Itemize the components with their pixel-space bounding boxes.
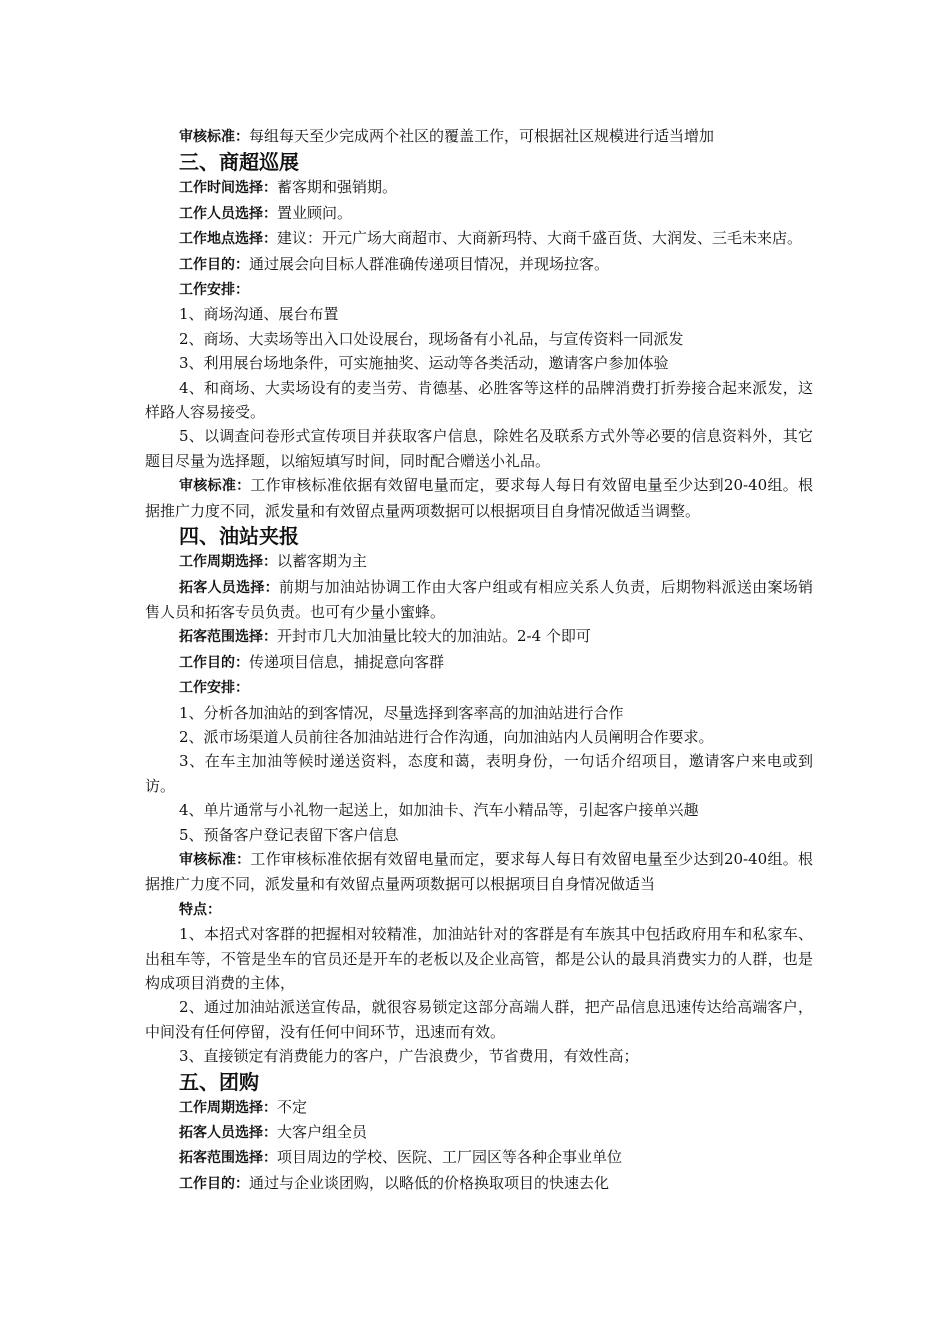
- expansion-staff-line: 拓客人员选择：前期与加油站协调工作由大客户组或有相应关系人负责，后期物料派送由案场销售人员和拓客专员负责。也可有少量小蜜蜂。: [145, 577, 813, 621]
- expansion-range-line: 拓客范围选择：开封市几大加油量比较大的加油站。2-4 个即可: [179, 627, 591, 646]
- work-arrangement-label: 工作安排：: [179, 282, 249, 299]
- list-item: 1、分析各加油站的到客情况，尽量选择到客率高的加油站进行合作: [179, 703, 624, 722]
- work-period-line: 工作周期选择：不定: [179, 1097, 308, 1116]
- list-item: 1、商场沟通、展台布置: [179, 305, 339, 324]
- expansion-range-line: 拓客范围选择：项目周边的学校、医院、工厂园区等各种企事业单位: [179, 1148, 623, 1167]
- work-arrangement-label: 工作安排：: [179, 680, 249, 697]
- work-goal-line: 工作目的：通过与企业谈团购，以略低的价格换取项目的快速去化: [179, 1173, 610, 1192]
- feature-item: 1、本招式对客群的把握相对较精准，加油站针对的客群是有车族其中包括政府用车和私家车、出租车等，不管是坐车的官员还是开车的老板以及企业高管，都是公认的最具消费实力的人群，也是构成项目消费的主体，: [145, 925, 813, 992]
- review-standard-paragraph: 审核标准：工作审核标准依据有效留电量而定，要求每人每日有效留电量至少达到20-40组。根据推广力度不同，派发量和有效留点量两项数据可以根据项目自身情况做适当: [145, 849, 814, 894]
- work-place-line: 工作地点选择：建议：开元广场大商超市、大商新玛特、大商千盛百货、大润发、三毛未来店。: [179, 229, 803, 248]
- list-item: 3、在车主加油等候时递送资料，态度和蔼，表明身份，一句话介绍项目，邀请客户来电或到访。: [145, 752, 813, 795]
- document-page: [145, 124, 813, 1196]
- work-staff-line: 工作人员选择：置业顾问。: [179, 203, 353, 222]
- work-time-line: 工作时间选择：蓄客期和强销期。: [179, 178, 398, 197]
- list-item: 4、单片通常与小礼物一起送上，如加油卡、汽车小精品等，引起客户接单兴趣: [179, 801, 699, 820]
- section-heading-group-purchase: 五、团购: [179, 1069, 259, 1094]
- expansion-staff-line: 拓客人员选择：大客户组全员: [179, 1123, 368, 1142]
- feature-item: 2、通过加油站派送宣传品，就很容易锁定这部分高端人群，把产品信息迅速传达给高端客户，中间没有任何停留，没有任何中间环节，迅速而有效。: [145, 998, 813, 1041]
- work-goal-line: 工作目的：传递项目信息，捕捉意向客群: [179, 652, 445, 671]
- section-heading-gas-station-flyers: 四、油站夹报: [179, 524, 299, 549]
- list-item: 5、预备客户登记表留下客户信息: [179, 825, 399, 844]
- work-period-line: 工作周期选择：以蓄客期为主: [179, 552, 368, 571]
- review-standard-line: 审核标准：每组每天至少完成两个社区的覆盖工作，可根据社区规模进行适当增加: [179, 127, 715, 145]
- list-item: 2、商场、大卖场等出入口处设展台，现场备有小礼品，与宣传资料一同派发: [179, 329, 684, 348]
- list-item: 4、和商场、大卖场设有的麦当劳、肯德基、必胜客等这样的品牌消费打折券接合起来派发，这样路人容易接受。: [145, 378, 813, 422]
- work-goal-line: 工作目的：通过展会向目标人群准确传递项目情况，并现场拉客。: [179, 254, 610, 273]
- list-item: 2、派市场渠道人员前往各加油站进行合作沟通，向加油站内人员阐明合作要求。: [179, 727, 714, 746]
- features-label: 特点：: [179, 901, 221, 918]
- list-item: 5、以调查问卷形式宣传项目并获取客户信息，除姓名及联系方式外等必要的信息资料外，其它题目尽量为选择题，以缩短填写时间，同时配合赠送小礼品。: [145, 427, 813, 470]
- section-heading-mall-exhibition: 三、商超巡展: [179, 150, 299, 175]
- feature-item: 3、直接锁定有消费能力的客户，广告浪费少，节省费用，有效性高；: [179, 1047, 639, 1066]
- review-standard-paragraph: 审核标准：工作审核标准依据有效留电量而定，要求每人每日有效留电量至少达到20-40组。根据推广力度不同，派发量和有效留点量两项数据可以根据项目自身情况做适当调整。: [145, 476, 814, 520]
- list-item: 3、利用展台场地条件，可实施抽奖、运动等各类活动，邀请客户参加体验: [179, 354, 669, 373]
